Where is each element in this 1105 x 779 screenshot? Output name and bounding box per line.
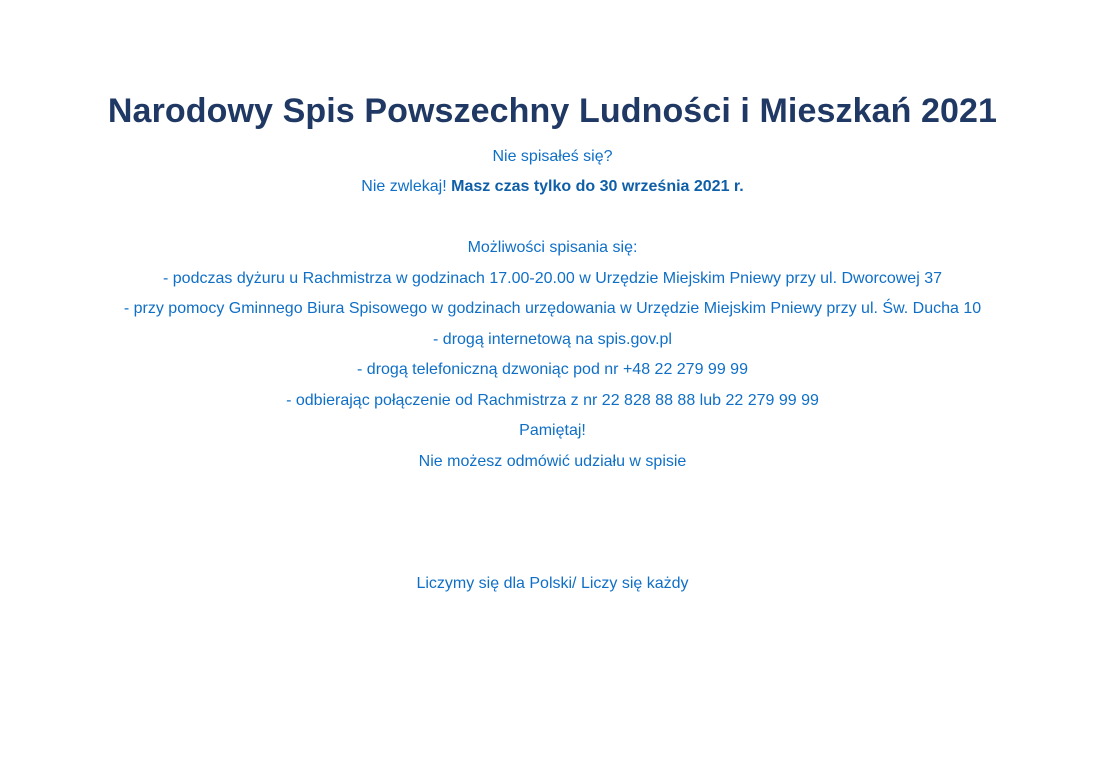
cannot-refuse-line: Nie możesz odmówić udziału w spisie	[418, 453, 687, 470]
options-heading: Możliwości spisania się:	[467, 239, 638, 256]
option-item-biuro-spisowe: - przy pomocy Gminnego Biura Spisowego w godzinach urzędowania w Urzędzie Miejskim Pniewy przy ul. Św. Ducha 10	[123, 300, 982, 317]
remember-line: Pamiętaj!	[519, 422, 586, 439]
urge-text: Nie zwlekaj!	[361, 178, 452, 195]
page-title: Narodowy Spis Powszechny Ludności i Mieszkań 2021	[107, 92, 998, 130]
option-item-call-from-rachmistrz: - odbierając połączenie od Rachmistrza z nr 22 828 88 88 lub 22 279 99 99	[286, 392, 819, 409]
deadline-line	[0, 177, 1105, 197]
deadline-text: Masz czas tylko do 30 września 2021 r.	[451, 178, 744, 195]
option-item-rachmistrz: - podczas dyżuru u Rachmistrza w godzinach 17.00-20.00 w Urzędzie Miejskim Pniewy przy ul. Dworcowej 37	[163, 270, 942, 287]
option-item-telephone: - drogą telefoniczną dzwoniąc pod nr +48 22 279 99 99	[357, 361, 748, 378]
slogan-line: Liczymy się dla Polski/ Liczy się każdy	[416, 575, 689, 592]
question-line: Nie spisałeś się?	[492, 148, 613, 165]
option-item-internet: - drogą internetową na spis.gov.pl	[433, 331, 672, 348]
